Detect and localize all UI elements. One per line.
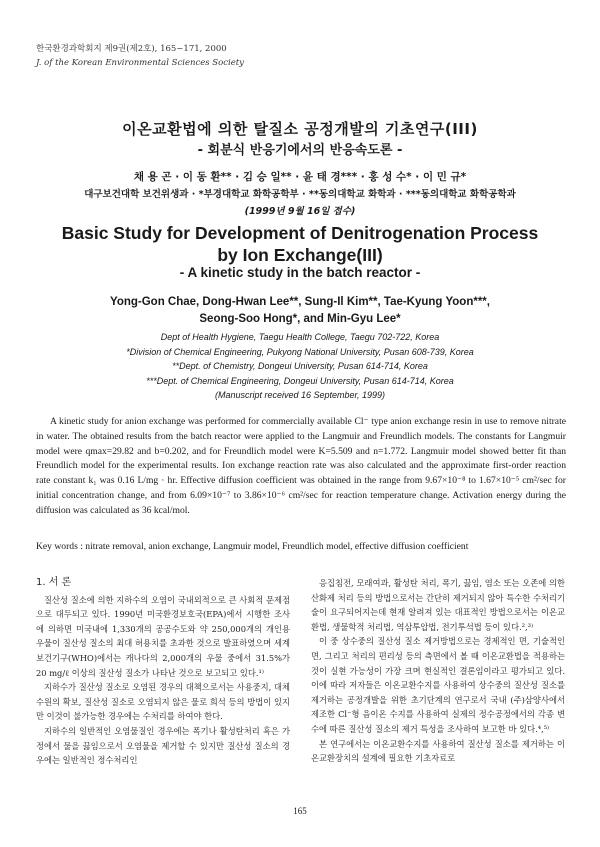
- body-paragraph: 응집침전, 모래여과, 활성탄 처리, 폭기, 끓임, 염소 또는 오존에 의한 산화제 처리 등의 방법으로서는 간단히 제거되지 않아 특수한 수처리기술이 요구되어지는데 현재 알려져 있는 대표적인 방법으로서는 이온교환법, 생물학적 처리법, 역삼투압법, 전기투석법 등이 있다.²,³⁾: [311, 578, 565, 632]
- english-affiliations: [0, 330, 600, 403]
- english-authors-line-2: Seong-Soo Hong*, and Min-Gyu Lee*: [199, 313, 401, 325]
- abstract: A kinetic study for anion exchange was performed for commercially available Cl⁻ type anion exchange resin in use to remove nitrate in water. The obtained results from the batch reactor were applied to the Langmuir and Freundlich models. The constants for Langmuir model were qmax=29.82 and b=0.202, and for Freundlich model were K=5.509 and n=1.772. Langmuir model showed better fit than Freundlich model for the experimental results. Ion exchange reaction rate was also calculated and the approximate first-order reaction rate constant k₁ was 0.16 L/mg · hr. Effective diffusion coefficient was obtained in the range from 9.67×10⁻⁸ to 1.67×10⁻⁵ cm²/sec for initial concentration change, and from 6.09×10⁻⁷ to 3.86×10⁻⁶ cm²/sec for reaction temperature change. Activation energy during the diffusion was calculated as 36 kcal/mol.: [36, 416, 566, 516]
- body-paragraph: 지하수가 질산성 질소로 오염된 경우의 대책으로서는 사용중지, 대체 수원의 확보, 질산성 질소로 오염되지 않은 물로 희석 등의 방법이 있지만 이것이 불가능한 경우에는 수처리를 하여야 한다.: [36, 682, 290, 722]
- korean-title: 이온교환법에 의한 탈질소 공정개발의 기초연구(III): [122, 120, 478, 138]
- section-heading-introduction: 1. 서 론: [36, 577, 72, 588]
- journal-name-en: J. of the Korean Environmental Sciences Society: [36, 58, 244, 68]
- affiliation-1: Dept of Health Hygiene, Taegu Health College, Taegu 702-722, Korea: [160, 332, 440, 342]
- english-title-line-1: Basic Study for Development of Denitrogenation Process: [61, 223, 539, 243]
- affiliation-3: **Dept. of Chemistry, Dongeui University, Pusan 614-714, Korea: [172, 361, 428, 371]
- manuscript-received: (Manuscript received 16 September, 1999): [214, 390, 386, 400]
- body-column-right: [311, 576, 565, 766]
- english-title-line-2: by Ion Exchange(III): [217, 245, 383, 265]
- journal-header: [36, 42, 244, 70]
- korean-subtitle: - 회분식 반응기에서의 반응속도론 -: [197, 143, 403, 158]
- journal-citation-ko: 한국환경과학회지 제9권(제2호), 165~171, 2000: [36, 44, 227, 54]
- affiliation-4: ***Dept. of Chemical Engineering, Dongeui University, Pusan 614-714, Korea: [146, 375, 454, 386]
- english-subtitle: - A kinetic study in the batch reactor -: [179, 265, 421, 280]
- korean-affiliations: 대구보건대학 보건위생과 · *부경대학교 화학공학부 · **동의대학교 화학과 · ***동의대학교 화학공학과: [84, 189, 516, 200]
- keywords: Key words : nitrate removal, anion exchange, Langmuir model, Freundlich model, effective diffusion coefficient: [36, 541, 469, 552]
- english-authors-line-1: Yong-Gon Chae, Dong-Hwan Lee**, Sung-Il Kim**, Tae-Kyung Yoon***,: [110, 296, 490, 308]
- body-paragraph: 이 중 상수중의 질산성 질소 제거방법으로는 경제적인 면, 기술적인 면, 그리고 처리의 편리성 등의 측면에서 볼 때 이온교환법을 적용하는 것이 실현 가능성이 가장 크며 현실적인 결론임이라고 평가되고 있다. 이에 따라 저자들은 이온교환수지를 사용하여 상수중의 질산성 질소를 제거하는 공정개발을 위한 초기단계의 연구로서 국내 (주)삼양사에서 제조한 Cl⁻형 음이온 수지를 사용하여 실제의 정수공정에서의 각종 변수에 따른 질산성 질소의 제거 특성을 조사하여 보고한 바 있다.⁴,⁵⁾: [311, 636, 565, 734]
- body-paragraph: 본 연구에서는 이온교환수지를 사용하여 질산성 질소를 제거하는 이온교환장치의 설계에 필요한 기초자료로: [311, 738, 565, 764]
- korean-authors: 채 용 곤 · 이 동 환** · 김 승 일** · 윤 태 경*** · 홍 성 수* · 이 민 규*: [133, 171, 467, 183]
- body-paragraph: 질산성 질소에 의한 지하수의 오염이 국내외적으로 큰 사회적 문제점으로 대두되고 있다. 1990년 미국환경보호국(EPA)에서 시행한 조사에 의하면 미국내에 1,330개의 공공수도와 약 250,000개의 개인용 우물이 질산성 질소의 최대 허용치를 초과한 것으로 발표하였으며 세계보건기구(WHO)에서는 캐나다의 2,000개의 우물 중에서 31.5%가 20 mg/ℓ 이상의 질산성 질소가 나타난 것으로 보고되고 있다.¹⁾: [36, 594, 290, 678]
- affiliation-2: *Division of Chemical Engineering, Pukyong National University, Pusan 608-739, Korea: [126, 346, 474, 357]
- english-title: [0, 222, 600, 266]
- english-authors: [0, 294, 600, 328]
- korean-received-date: (1999년 9월 16일 접수): [244, 206, 356, 217]
- body-paragraph: 지하수의 일반적인 오염물질인 경우에는 폭기나 활성탄처리 혹은 가정에서 물을 끓임으로서 오염물을 제거할 수 있지만 질산성 질소의 경우에는 일반적인 정수처리인: [36, 725, 290, 766]
- body-column-left: [36, 576, 290, 768]
- page-number: 165: [293, 806, 307, 816]
